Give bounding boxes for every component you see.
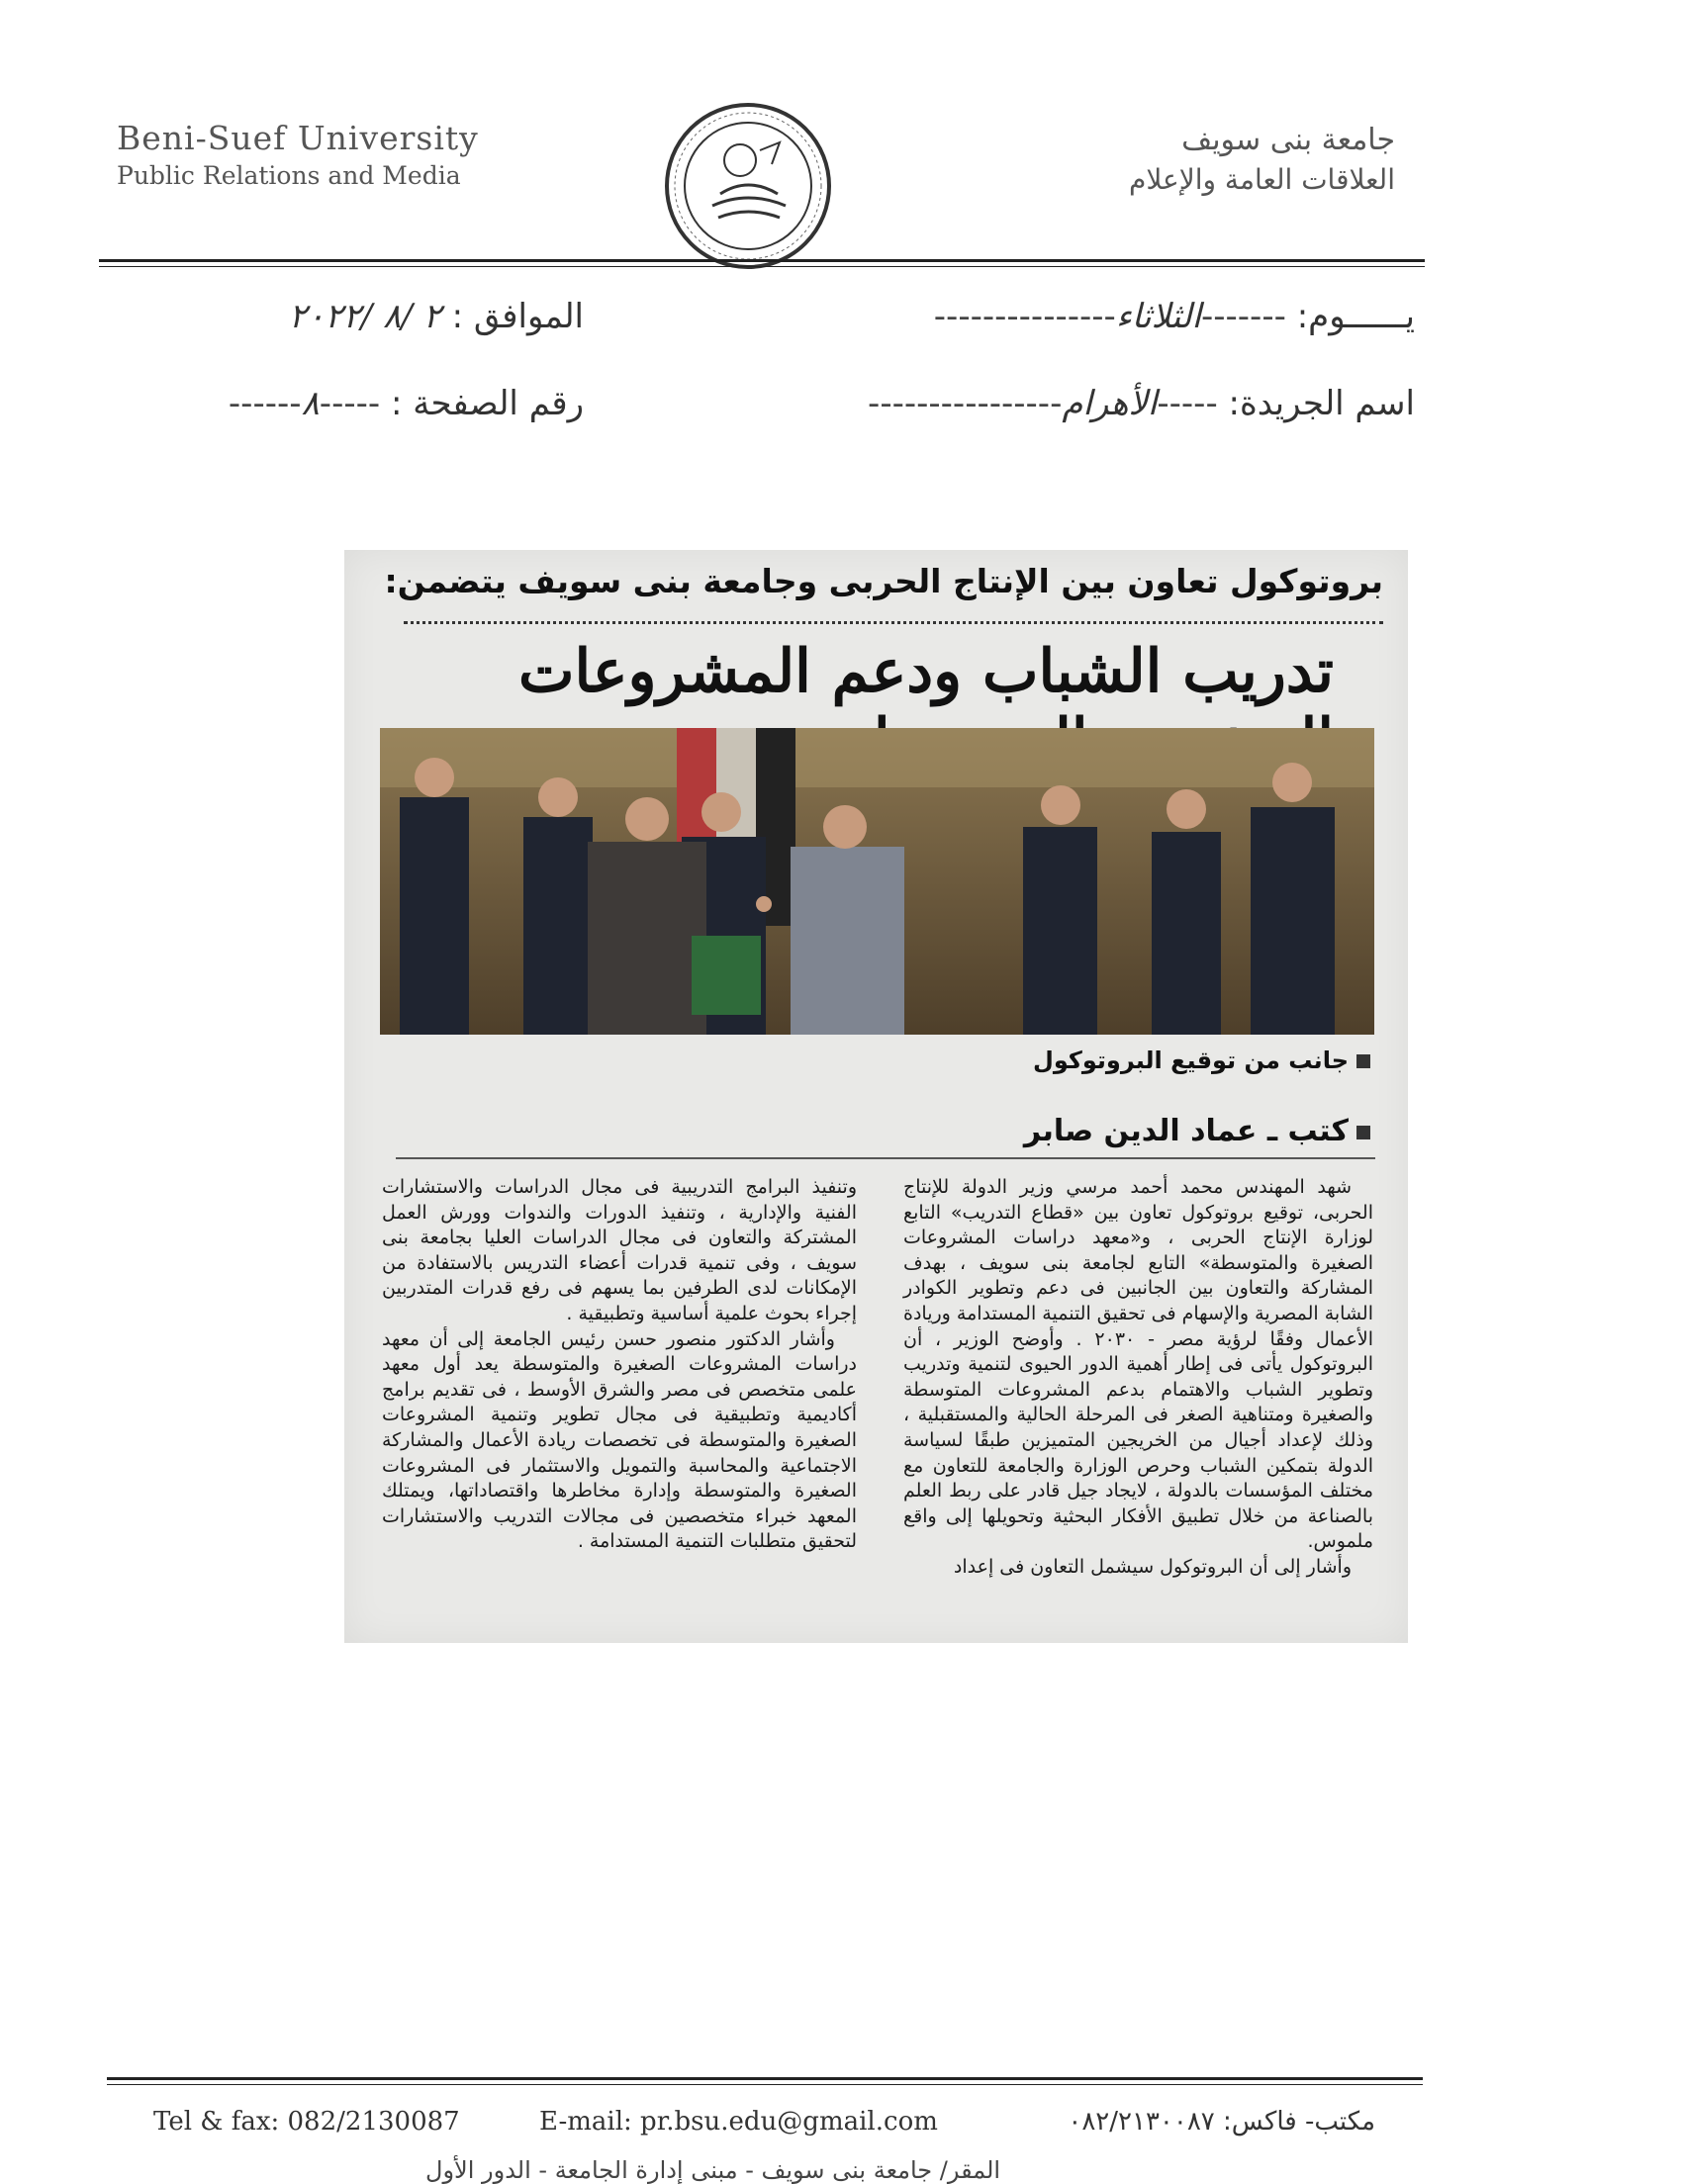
article-column-right xyxy=(903,1175,1373,1581)
photo-caption: جانب من توقيع البروتوكول xyxy=(1033,1046,1370,1074)
day-field: يــــــوم: -------الثلاثاء--------------- xyxy=(933,297,1415,336)
date-field xyxy=(289,297,584,336)
page-number-field: رقم الصفحة : -----٨------ xyxy=(228,384,584,423)
article-byline: كتب ـ عماد الدين صابر xyxy=(1024,1114,1370,1148)
paragraph: وأشار الدكتور منصور حسن رئيس الجامعة إلى أن معهد دراسات المشروعات الصغيرة والمتوسطة يعد أول معهد علمى متخصص فى مصر والشرق الأوسط ، فى تقديم برامج أكاديمية وتطبيقية فى مجال تطوير وتنمية المشروعات الصغيرة والمتوسطة فى تخصصات ريادة الأعمال والمشاركة الاجتماعية والمحاسبة والتمويل والاستثمار فى المشروعات الصغيرة والمتوسطة وإدارة مخاطرها واقتصاداتها، ويمتلك المعهد خبراء متخصصين فى مجالات التدريب والاستشارات لتحقيق متطلبات التنمية المستدامة . xyxy=(382,1327,857,1553)
arabic-header xyxy=(1129,123,1395,196)
footer-tel: Tel & fax: 082/2130087 xyxy=(153,2107,460,2137)
footer-email: E-mail: pr.bsu.edu@gmail.com xyxy=(539,2107,938,2137)
byline-bullet-icon xyxy=(1356,1126,1370,1139)
header-divider xyxy=(99,259,1425,267)
footer-divider xyxy=(107,2077,1423,2085)
newspaper-value: الأهرام xyxy=(1062,384,1158,423)
university-name-ar: جامعة بنى سويف xyxy=(1181,123,1395,157)
paragraph: وأشار إلى أن البروتوكول سيشمل التعاون فى إعداد xyxy=(953,1555,1352,1578)
day-dashes: ------- xyxy=(1200,297,1286,336)
caption-bullet-icon xyxy=(1356,1054,1370,1068)
english-header xyxy=(117,119,479,190)
page-number-label: رقم الصفحة : xyxy=(390,384,584,423)
signing-ceremony-photo xyxy=(380,728,1374,1035)
footer-tel-ar: مكتب- فاكس: ٠٨٢/٢١٣٠٠٨٧ xyxy=(1068,2107,1375,2137)
article-column-left xyxy=(382,1175,857,1555)
university-name-en: Beni-Suef University xyxy=(117,119,479,157)
paragraph: وتنفيذ البرامج التدريبية فى مجال الدراسات والاستشارات الفنية والإدارية ، وتنفيذ الدورات والندوات وورش العمل المشتركة والتعاون فى مجال الدراسات العليا بجامعة بنى سويف ، وفى تنمية قدرات أعضاء التدريس بالاستفادة من الإمكانات لدى الطرفين بما يسهم فى رفع قدرات المتدربين إجراء بحوث علمية أساسية وتطبيقية . xyxy=(382,1176,857,1324)
day-label: يــــــوم: xyxy=(1296,297,1415,336)
paragraph: شهد المهندس محمد أحمد مرسي وزير الدولة للإنتاج الحربى، توقيع بروتوكول تعاون بين «قطاع التدريب» التابع لوزارة الإنتاج الحربى ، و«معهد دراسات المشروعات الصغيرة والمتوسطة» التابع لجامعة بنى سويف ، بهدف المشاركة والتعاون بين الجانبين فى دعم وتطوير الكوادر الشابة المصرية والإسهام فى تحقيق التنمية المستدامة وريادة الأعمال وفقًا لرؤية مصر - ٢٠٣٠ . وأوضح الوزير ، أن البروتوكول يأتى فى إطار أهمية الدور الحيوى لتنمية وتدريب وتطوير الشباب والاهتمام بدعم المشروعات المتوسطة والصغيرة ومتناهية الصغر فى المرحلة الحالية والمستقبلية ، وذلك لإعداد أجيال من الخريجين المتميزين طبقًا لسياسة الدولة بتمكين الشباب وحرص الوزارة والجامعة للتعاون مع مختلف المؤسسات بالدولة ، لايجاد جيل قادر على ربط العلم بالصناعة من خلال تطبيق الأفكار البحثية وتحويلها إلى واقع ملموس. xyxy=(903,1176,1373,1553)
department-name-en: Public Relations and Media xyxy=(117,161,461,190)
article-kicker: بروتوكول تعاون بين الإنتاج الحربى وجامعة بنى سويف يتضمن: xyxy=(384,562,1383,600)
day-value: الثلاثاء xyxy=(1115,297,1201,336)
newspaper-label: اسم الجريدة: xyxy=(1228,384,1415,423)
department-name-ar: العلاقات العامة والإعلام xyxy=(1129,163,1395,196)
date-label: الموافق : xyxy=(451,297,584,336)
newspaper-field: اسم الجريدة: -----الأهرام---------------- xyxy=(868,384,1415,423)
university-seal-icon xyxy=(661,99,835,273)
footer-address: المقر/ جامعة بنى سويف - مبنى إدارة الجامعة - الدور الأول xyxy=(425,2156,1001,2184)
article-headline: تدريب الشباب ودعم المشروعات xyxy=(517,637,1334,706)
date-value: ٢ /٨ /٢٠٢٢ xyxy=(288,297,441,336)
newspaper-clipping xyxy=(344,550,1408,1643)
byline-divider xyxy=(396,1157,1375,1159)
page-number-value: ٨ xyxy=(301,384,320,423)
kicker-divider xyxy=(404,621,1383,624)
